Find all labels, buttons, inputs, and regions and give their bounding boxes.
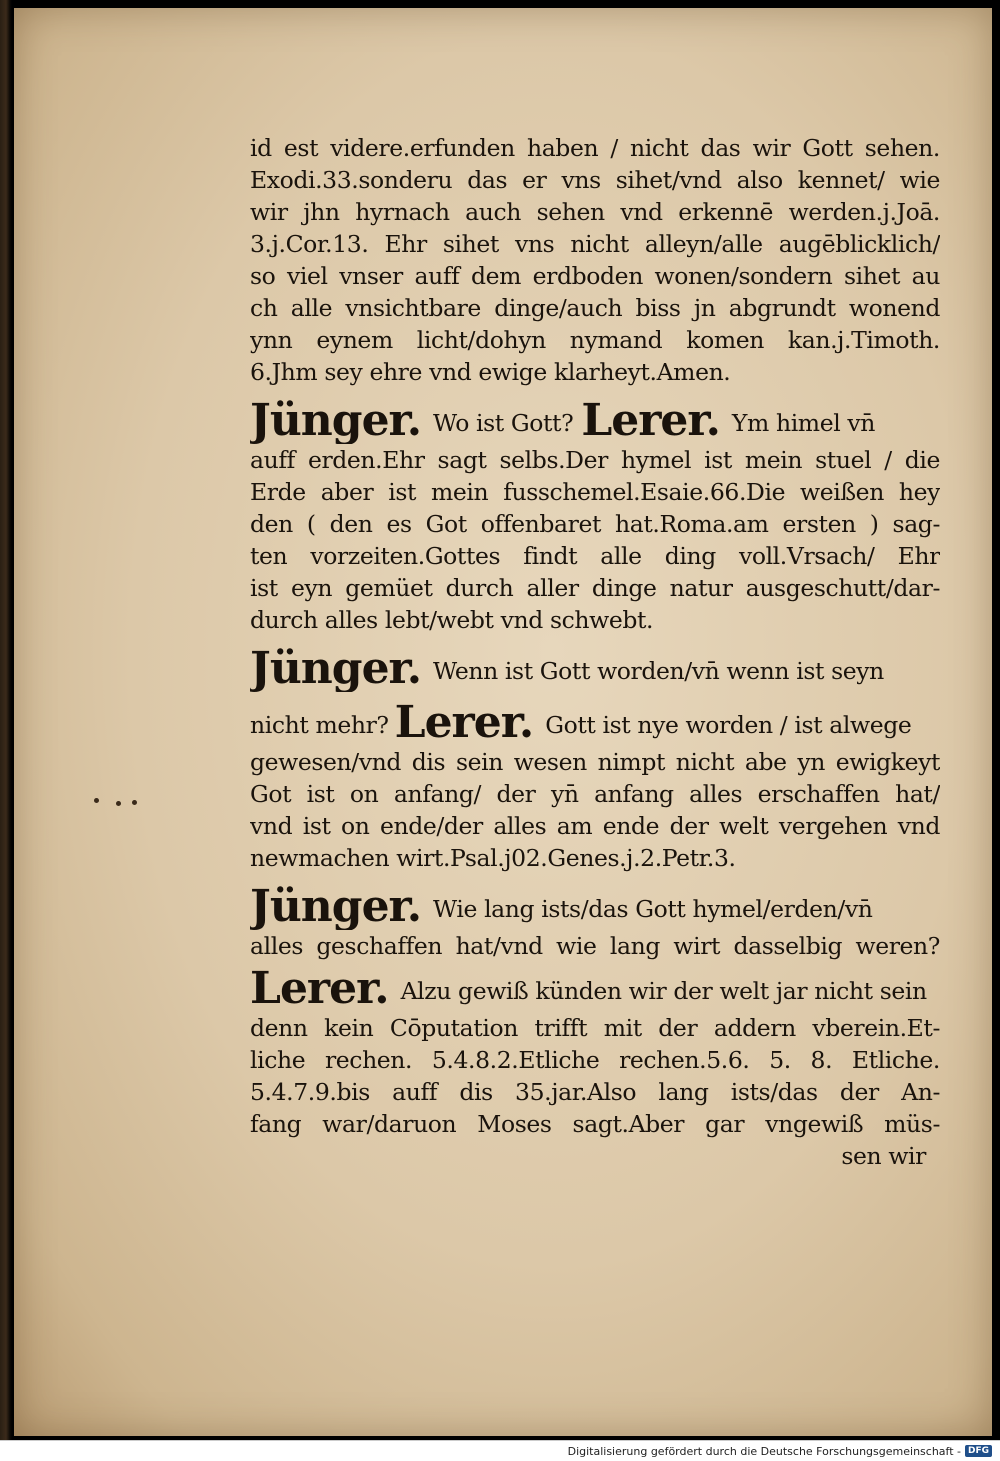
answer-text: Gott ist nye worden / ist alwege	[545, 711, 912, 739]
text-line: 6.Jhm sey ehre vnd ewige klarheyt.Amen.	[250, 358, 731, 386]
question-text: nicht mehr?	[250, 711, 389, 739]
text-line: den ( den es Got offenbaret hat.Roma.am ersten ) sag-	[250, 510, 940, 538]
margin-mark	[116, 801, 121, 806]
text-line: wir jhn hyrnach auch sehen vnd erkennē werden.j.Joā.	[250, 198, 940, 226]
answer-text: Ym himel vn̄	[731, 409, 875, 437]
text-line: ynn eynem licht/dohyn nymand komen kan.j.Timoth.	[250, 326, 940, 354]
text-line: ist eyn gemüet durch aller dinge natur ausgeschutt/dar-	[250, 574, 940, 602]
answer-text: Alzu gewiß künden wir der welt jar nicht sein	[400, 977, 927, 1005]
speaker-juenger: Jünger.	[250, 881, 422, 930]
text-line: ten vorzeiten.Gottes findt alle ding voll.Vrsach/ Ehr	[250, 542, 940, 570]
question-text: Wie lang ists/das Gott hymel/erden/vn̄	[433, 895, 873, 923]
speaker-juenger: Jünger.	[250, 395, 422, 444]
text-line: gewesen/vnd dis sein wesen nimpt nicht abe yn ewigkeyt	[250, 748, 940, 776]
dialogue-line	[250, 880, 940, 930]
question-text: Wenn ist Gott worden/vn̄ wenn ist seyn	[433, 657, 884, 685]
margin-mark	[132, 800, 137, 805]
question-text: Wo ist Gott?	[433, 409, 574, 437]
text-line: vnd ist on ende/der alles am ende der welt vergehen vnd	[250, 812, 940, 840]
dialogue-line	[250, 642, 940, 692]
footer-credit: Digitalisierung gefördert durch die Deutsche Forschungsgemeinschaft -	[567, 1444, 961, 1458]
text-line: durch alles lebt/webt vnd schwebt.	[250, 606, 654, 634]
page-text	[250, 132, 940, 1172]
text-line: liche rechen. 5.4.8.2.Etliche rechen.5.6. 5. 8. Etliche.	[250, 1046, 940, 1074]
text-line: Erde aber ist mein fusschemel.Esaie.66.Die weißen hey	[250, 478, 940, 506]
catchword: sen wir	[841, 1142, 926, 1170]
text-line: Exodi.33.sonderu das er vns sihet/vnd also kennet/ wie	[250, 166, 940, 194]
speaker-lerer: Lerer.	[394, 697, 534, 746]
speaker-lerer: Lerer.	[581, 395, 720, 444]
text-line: 3.j.Cor.13. Ehr sihet vns nicht alleyn/alle augēblicklich/	[250, 230, 940, 258]
text-line: newmachen wirt.Psal.j02.Genes.j.2.Petr.3.	[250, 844, 736, 872]
dialogue-line	[250, 962, 940, 1012]
text-line: alles geschaffen hat/vnd wie lang wirt dasselbig weren?	[250, 932, 940, 960]
dfg-logo: DFG	[965, 1445, 992, 1457]
dialogue-line	[250, 696, 940, 746]
speaker-lerer: Lerer.	[250, 963, 389, 1012]
dialogue-line	[250, 394, 940, 444]
speaker-juenger: Jünger.	[250, 643, 422, 692]
text-line: ch alle vnsichtbare dinge/auch biss jn abgrundt wonend	[250, 294, 940, 322]
text-line: 5.4.7.9.bis auff dis 35.jar.Also lang ists/das der An-	[250, 1078, 940, 1106]
text-line: id est videre.erfunden haben / nicht das wir Gott sehen.	[250, 134, 940, 162]
text-line: fang war/daruon Moses sagt.Aber gar vngewiß müs-	[250, 1110, 940, 1138]
text-line: auff erden.Ehr sagt selbs.Der hymel ist mein stuel / die	[250, 446, 940, 474]
text-line: Got ist on anfang/ der yn̄ anfang alles erschaffen hat/	[250, 780, 940, 808]
digitization-footer	[0, 1440, 1000, 1461]
text-line: so viel vnser auff dem erdboden wonen/sondern sihet au	[250, 262, 940, 290]
text-line: denn kein Cōputation trifft mit der addern vberein.Et-	[250, 1014, 940, 1042]
margin-mark	[94, 798, 99, 803]
